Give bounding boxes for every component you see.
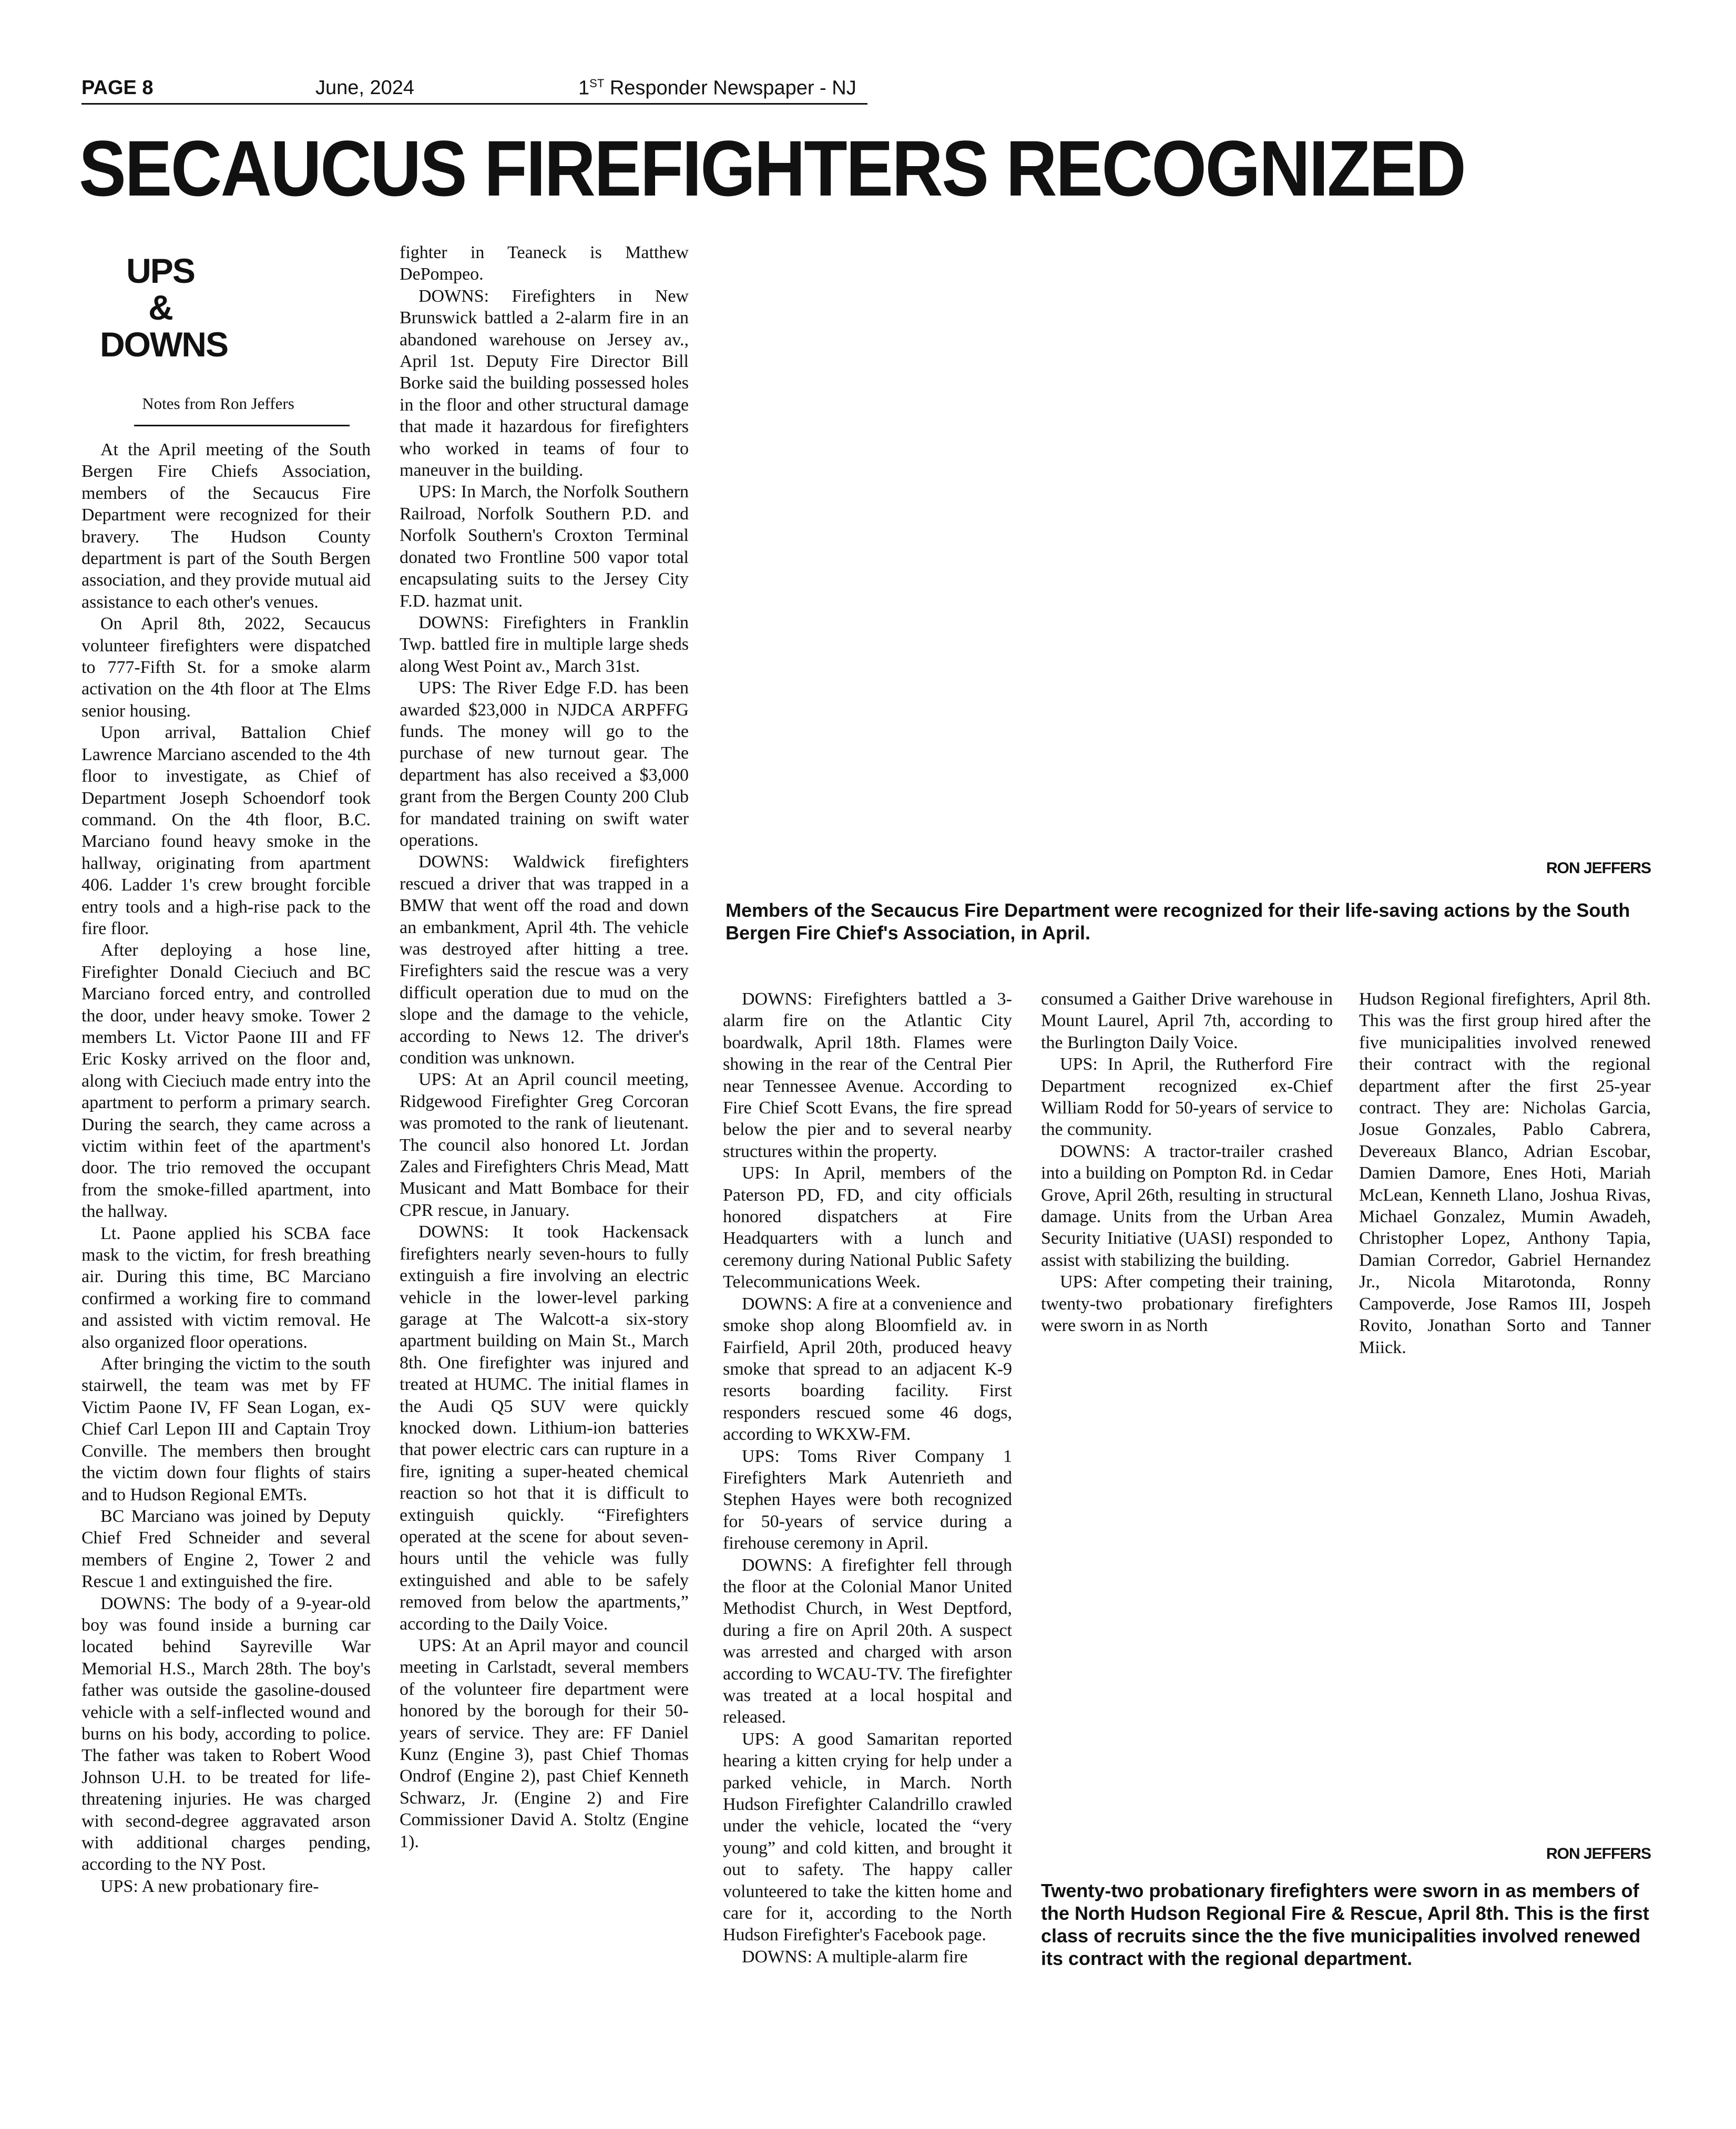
photo-north-hudson-recruits xyxy=(1041,1372,1651,1835)
paragraph: DOWNS: Waldwick firefighters rescued a driver that was trapped in a BMW that went off the road and down an embankment, April 4th. The vehicle was destroyed after hitting a tree. Firefighters said the rescue was a very difficult operation due to mud on the slope and the damage to the vehicle, according to News 12. The driver's condition was unknown. xyxy=(400,852,689,1068)
paragraph: UPS: At an April mayor and council meeting in Carlstadt, several members of the volunteer fire department were honored by the borough for their 50-years of service. They are: FF Daniel Kunz (Engine 3), past Chief Thomas Ondrof (Engine 2), past Chief Kenneth Schwarz, Jr. (Engine 2) and Fire Commissioner David A. Stoltz (Engine 1). xyxy=(400,1636,689,1851)
article-column-4 xyxy=(1041,988,1333,1337)
paragraph: At the April meeting of the South Bergen Fire Chiefs Association, members of the Secaucus Fire Department were recognized for their bravery. The Hudson County department is part of the South Bergen association, and they provide mutual aid assistance to each other's venues. xyxy=(81,440,371,612)
article-column-1 xyxy=(81,439,371,1897)
logo-line-amp: & xyxy=(148,288,172,327)
paragraph: UPS: In April, the Rutherford Fire Department recognized ex-Chief William Rodd for 50-years of service to the community. xyxy=(1041,1055,1333,1140)
header-rule xyxy=(81,103,867,105)
publication-prefix: 1 xyxy=(578,77,590,99)
paragraph: UPS: The River Edge F.D. has been awarded $23,000 in NJDCA ARPFFG funds. The money will go to the purchase of new turnout gear. The department has also received a $3,000 grant from the Bergen County 200 Club for mandated training on swift water operations. xyxy=(400,678,689,850)
publication-sup: ST xyxy=(589,77,605,90)
paragraph: After bringing the victim to the south stairwell, the team was met by FF Victim Paone IV, FF Sean Logan, ex-Chief Carl Lepon III and Captain Troy Conville. The members then brought the victim down four flights of stairs and to Hudson Regional EMTs. xyxy=(81,1354,371,1504)
issue-date: June, 2024 xyxy=(315,77,415,99)
paragraph: DOWNS: A firefighter fell through the floor at the Colonial Manor United Methodist Church, in West Deptford, during a fire on April 20th. A suspect was arrested and charged with arson according to WCAU-TV. The firefighter was treated at a local hospital and released. xyxy=(723,1555,1012,1727)
paragraph: Upon arrival, Battalion Chief Lawrence Marciano ascended to the 4th floor to investigate, as Chief of Department Joseph Schoendorf took command. On the 4th floor, B.C. Marciano found heavy smoke in the hallway, originating from apartment 406. Ladder 1's crew brought forcible entry tools and a high-rise pack to the fire floor. xyxy=(81,723,371,938)
headline: SECAUCUS FIREFIGHTERS RECOGNIZED xyxy=(79,124,1465,212)
paragraph: UPS: In April, members of the Paterson PD, FD, and city officials honored dispatchers at Fire Headquarters with a lunch and ceremony during National Public Safety Telecommunications Week. xyxy=(723,1163,1012,1292)
paragraph: DOWNS: A tractor-trailer crashed into a building on Pompton Rd. in Cedar Grove, April 26th, resulting in structural damage. Units from the Urban Area Security Initiative (UASI) responded to assist with stabilizing the building. xyxy=(1041,1141,1333,1270)
paragraph: Hudson Regional firefighters, April 8th. This was the first group hired after the five municipalities involved renewed their contract with the regional department after the first 25-year contract. They are: Nicholas Garcia, Josue Gonzales, Pablo Cabrera, Devereaux Blanco, Adrian Escobar, Damien Damore, Enes Hoti, Mariah McLean, Kenneth Llano, Joshua Rivas, Michael Gonzalez, Mumin Awadeh, Christopher Lopez, Anthony Tapia, Damian Corredor, Gabriel Hernandez Jr., Nicola Mitarotonda, Ronny Campoverde, Jose Ramos III, Jospeh Rovito, Jonathan Sorto and Tanner Miick. xyxy=(1359,989,1651,1357)
photo-caption: Twenty-two probationary firefighters were sworn in as members of the North Hudson Regional Fire & Rescue, April 8th. This is the first class of recruits since the the five municipalities involved renewed its contract with the regional department. xyxy=(1041,1880,1649,1969)
photo-credit: RON JEFFERS xyxy=(1546,1845,1651,1862)
logo-line-downs: DOWNS xyxy=(100,325,228,364)
paragraph: UPS: Toms River Company 1 Firefighters Mark Autenrieth and Stephen Hayes were both recognized for 50-years of service during a firehouse ceremony in April. xyxy=(723,1446,1012,1553)
paragraph: UPS: A good Samaritan reported hearing a kitten crying for help under a parked vehicle, in March. North Hudson Firefighter Calandrillo crawled under the vehicle, located the “very young” and cold kitten, and brought it out to safety. The happy caller volunteered to take the kitten home and care for it, according to the North Hudson Firefighter's Facebook page. xyxy=(723,1729,1012,1945)
paragraph: Lt. Paone applied his SCBA face mask to the victim, for fresh breathing air. During this time, BC Marciano confirmed a working fire to command and assisted with victim removal. He also organized floor operations. xyxy=(81,1223,371,1352)
paragraph: consumed a Gaither Drive warehouse in Mount Laurel, April 7th, according to the Burlington Daily Voice. xyxy=(1041,989,1333,1052)
ups-downs-logo xyxy=(100,251,228,364)
paragraph: UPS: A new probationary fire- xyxy=(100,1876,319,1896)
paragraph: DOWNS: It took Hackensack firefighters nearly seven-hours to fully extinguish a fire involving an electric vehicle in the lower-level parking garage at The Walcott-a six-story apartment building on Main St., March 8th. One firefighter was injured and treated at HUMC. The initial flames in the Audi Q5 SUV were quickly knocked down. Lithium-ion batteries that power electric cars can rupture in a fire, igniting a super-heated chemical reaction so hot that it is difficult to extinguish quickly. “Firefighters operated at the scene for about seven-hours until the vehicle was fully extinguished and able to be safely removed from below the apartments,” according to the Daily Voice. xyxy=(400,1222,689,1634)
paragraph: UPS: In March, the Norfolk Southern Railroad, Norfolk Southern P.D. and Norfolk Southern's Croxton Terminal donated two Frontline 500 vapor total encapsulating suits to the Jersey City F.D. hazmat unit. xyxy=(400,482,689,611)
paragraph: DOWNS: A fire at a convenience and smoke shop along Bloomfield av. in Fairfield, April 20th, produced heavy smoke that spread to an adjacent K-9 resorts boarding facility. First responders rescued some 46 dogs, according to WKXW-FM. xyxy=(723,1294,1012,1445)
photo-secaucus-firefighters xyxy=(726,239,1656,854)
publication-name xyxy=(578,77,856,100)
article-column-2 xyxy=(400,242,689,1852)
page-number: PAGE 8 xyxy=(81,77,154,99)
photo-caption: Members of the Secaucus Fire Department were recognized for their life-saving actions by the South Bergen Fire Chief's Association, in April. xyxy=(726,899,1630,944)
paragraph: DOWNS: A multiple-alarm fire xyxy=(742,1947,968,1967)
paragraph: UPS: After competing their training, twenty-two probationary firefighters were sworn in as North xyxy=(1041,1272,1333,1336)
publication-suffix: Responder Newspaper - NJ xyxy=(604,77,856,99)
paragraph: DOWNS: Firefighters in Franklin Twp. battled fire in multiple large sheds along West Point av., March 31st. xyxy=(400,612,689,676)
paragraph: DOWNS: The body of a 9-year-old boy was found inside a burning car located behind Sayreville War Memorial H.S., March 28th. The boy's father was outside the gasoline-doused vehicle with a self-inflected wound and burns on his body, according to police. The father was taken to Robert Wood Johnson U.H. to be treated for life-threatening injuries. He was charged with second-degree aggravated arson with additional charges pending, according to the NY Post. xyxy=(81,1593,371,1875)
paragraph: BC Marciano was joined by Deputy Chief Fred Schneider and several members of Engine 2, Tower 2 and Rescue 1 and extinguished the fire. xyxy=(81,1506,371,1592)
paragraph: DOWNS: Firefighters battled a 3-alarm fire on the Atlantic City boardwalk, April 18th. Flames were showing in the rear of the Central Pier near Tennessee Avenue. According to Fire Chief Scott Evans, the fire spread below the pier and to several nearby structures within the property. xyxy=(723,989,1012,1161)
article-column-5 xyxy=(1359,988,1651,1358)
paragraph: After deploying a hose line, Firefighter Donald Cieciuch and BC Marciano forced entry, and controlled the door, under heavy smoke. Tower 2 members Lt. Victor Paone III and FF Eric Kosky arrived on the floor and, along with Cieciuch made entry into the apartment to perform a primary search. During the search, they came across a victim within feet of the apartment's door. The trio removed the occupant from the smoke-filled apartment, into the hallway. xyxy=(81,940,371,1222)
logo-line-ups: UPS xyxy=(126,251,195,290)
paragraph: On April 8th, 2022, Secaucus volunteer firefighters were dispatched to 777-Fifth St. for a smoke alarm activation on the 4th floor at The Elms senior housing. xyxy=(81,614,371,721)
paragraph: DOWNS: Firefighters in New Brunswick battled a 2-alarm fire in an abandoned warehouse on Jersey av., April 1st. Deputy Fire Director Bill Borke said the building possessed holes in the floor and other structural damage that made it hazardous for firefighters who worked in teams of four to maneuver in the building. xyxy=(400,286,689,480)
paragraph: fighter in Teaneck is Matthew DePompeo. xyxy=(400,243,689,284)
photo-credit: RON JEFFERS xyxy=(1546,859,1651,877)
paragraph: UPS: At an April council meeting, Ridgewood Firefighter Greg Corcoran was promoted to the rank of lieutenant. The council also honored Lt. Jordan Zales and Firefighters Chris Mead, Matt Musicant and Matt Bombace for their CPR rescue, in January. xyxy=(400,1070,689,1220)
byline-rule xyxy=(134,425,350,426)
byline: Notes from Ron Jeffers xyxy=(142,394,294,413)
article-column-3 xyxy=(723,988,1012,1968)
